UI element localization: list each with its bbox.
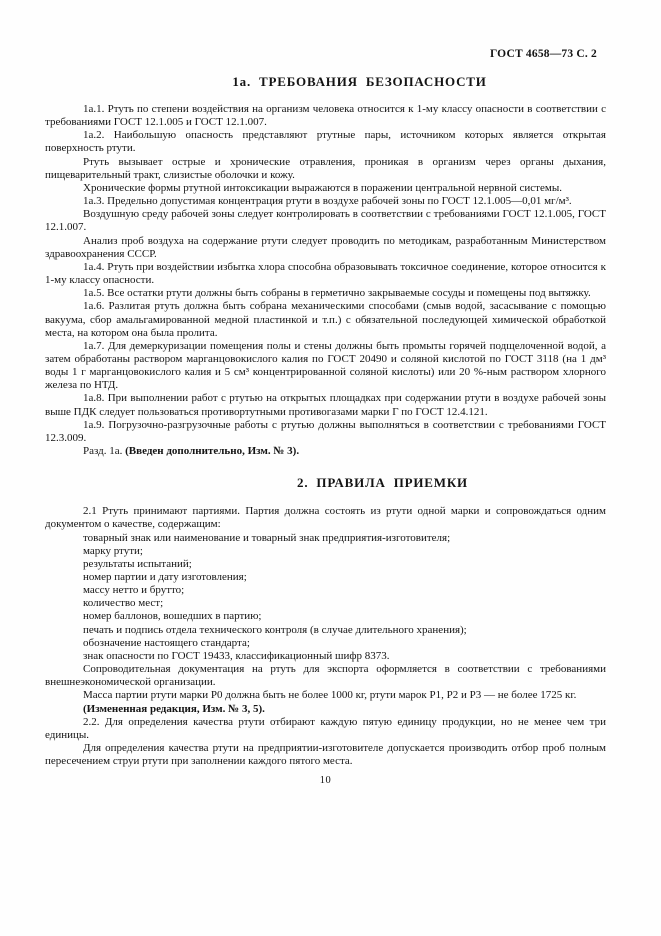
- para-1a1: 1а.1. Ртуть по степени воздействия на организм человека относится к 1-му классу опасности в соответствии с требованиями ГОСТ 12.1.005 и ГОСТ 12.1.007.: [45, 103, 606, 129]
- page-header: ГОСТ 4658—73 С. 2: [489, 48, 597, 60]
- para-1a3-cont-1: Воздушную среду рабочей зоны следует контролировать в соответствии с требованиями ГОСТ 12.1.005, ГОСТ 12.1.007.: [45, 208, 606, 234]
- para-2-2: 2.2. Для определения качества ртути отбирают каждую пятую единицу продукции, но не менее чем три единицы.: [45, 715, 606, 741]
- doc-requirement-item: товарный знак или наименование и товарный знак предприятия-изготовителя;: [83, 531, 451, 544]
- page-content: [45, 48, 606, 786]
- doc-requirement-item: знак опасности по ГОСТ 19433, классификационный шифр 8373.: [83, 649, 390, 662]
- para-export-docs: Сопроводительная документация на ртуть для экспорта оформляется в соответствии с требованиями внешнеэкономической организации.: [45, 663, 606, 689]
- doc-requirement-item: количество мест;: [83, 597, 164, 610]
- para-1a3-cont-2: Анализ проб воздуха на содержание ртути следует проводить по методикам, разработанным Министерством здравоохранения СССР.: [45, 234, 606, 260]
- para-1a5: 1а.5. Все остатки ртути должны быть собраны в герметично закрываемые сосуды и помещены под вытяжку.: [83, 287, 591, 300]
- doc-requirement-item: печать и подпись отдела технического контроля (в случае длительного хранения);: [83, 623, 467, 636]
- para-1a7: 1а.7. Для демеркуризации помещения полы и стены должны быть промыты горячей подщелоченной водой, а затем обработаны раствором марганцовокислого калия по ГОСТ 20490 и соляной кислотой по ГОСТ 3118 (на 1 дм³ воды 1 г марганцовокислого калия и 5 см³ концентрированной соляной кислоты) или 20 %-ным раствором хлорного железа по НТД.: [45, 339, 606, 392]
- section-1a-title: 1а. ТРЕБОВАНИЯ БЕЗОПАСНОСТИ: [232, 74, 487, 89]
- para-2-2-cont: Для определения качества ртути на предприятии-изготовителе допускается производить отбор проб полным пересечением струи ртути при заполнении каждого пятого места.: [45, 742, 606, 768]
- doc-requirement-item: марку ртути;: [83, 544, 143, 557]
- para-1a2-cont-1: Ртуть вызывает острые и хронические отравления, проникая в организм через органы дыхания, пищеварительный тракт, слизистые оболочки и кожу.: [45, 155, 606, 181]
- para-1a9: 1а.9. Погрузочно-разгрузочные работы с ртутью должны выполняться в соответствии с требованиями ГОСТ 12.3.009.: [45, 418, 606, 444]
- para-1a2: 1а.2. Наибольшую опасность представляют ртутные пары, источником которых является открытая поверхность ртути.: [45, 129, 606, 155]
- razd-note-amendment: (Введен дополнительно, Изм. № 3).: [125, 445, 300, 458]
- doc-requirement-item: обозначение настоящего стандарта;: [83, 636, 250, 649]
- doc-requirement-item: массу нетто и брутто;: [83, 584, 185, 597]
- para-2-1-intro: 2.1 Ртуть принимают партиями. Партия должна состоять из ртути одной марки и сопровождаться одним документом о качестве, содержащим:: [45, 505, 606, 531]
- doc-requirement-item: результаты испытаний;: [83, 557, 192, 570]
- para-batch-mass: Масса партии ртути марки Р0 должна быть не более 1000 кг, ртути марок Р1, Р2 и Р3 — не более 1725 кг.: [83, 689, 577, 702]
- razd-note-label: Разд. 1а.: [83, 445, 126, 458]
- para-razd-note: [45, 445, 606, 458]
- doc-requirement-item: номер баллонов, вошедших в партию;: [83, 610, 262, 623]
- section-2-title: 2. ПРАВИЛА ПРИЕМКИ: [297, 475, 468, 491]
- para-1a3: 1а.3. Предельно допустимая концентрация ртути в воздухе рабочей зоны по ГОСТ 12.1.005—0,01 мг/м³.: [83, 195, 572, 208]
- para-1a4: 1а.4. Ртуть при воздействии избытка хлора способна образовывать токсичное соединение, которое относится к 1-му классу опасности.: [45, 260, 606, 287]
- para-1a8: 1а.8. При выполнении работ с ртутью на открытых площадках при содержании ртути в воздухе рабочей зоны выше ПДК следует пользоваться противортутными противогазами марки Г по ГОСТ 12.4.121.: [45, 392, 606, 418]
- page-number: 10: [319, 775, 332, 787]
- para-1a2-cont-2: Хронические формы ртутной интоксикации выражаются в поражении центральной нервной системы.: [83, 181, 562, 194]
- para-1a6: 1а.6. Разлитая ртуть должна быть собрана механическими способами (смыв водой, засасывание с помощью вакуума, сбор амальгамированной медной пластинкой и т.п.) с обязательной последующей химической обработкой места, на котором она была пролита.: [45, 300, 606, 339]
- amendment-note: (Измененная редакция, Изм. № 3, 5).: [83, 702, 265, 715]
- doc-requirement-item: номер партии и дату изготовления;: [83, 571, 247, 583]
